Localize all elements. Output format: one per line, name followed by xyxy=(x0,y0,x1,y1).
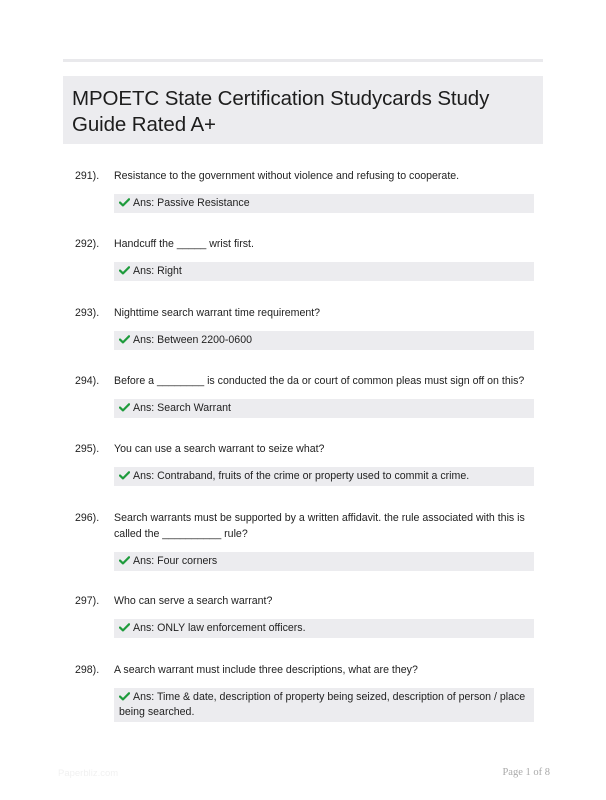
question-number: 296). xyxy=(75,512,100,524)
question-item xyxy=(63,168,543,213)
question-item xyxy=(63,373,543,418)
question-number: 294). xyxy=(75,375,100,387)
question-number: 298). xyxy=(75,664,100,676)
title-banner xyxy=(63,76,543,144)
answer-text: Ans: Passive Resistance xyxy=(133,197,250,209)
answer-text: Ans: Between 2200-0600 xyxy=(133,334,252,346)
watermark: Paperbliz.com xyxy=(58,768,119,779)
question-item xyxy=(63,510,543,571)
question-number: 295). xyxy=(75,443,100,455)
check-icon xyxy=(119,198,130,207)
answer-box xyxy=(114,552,534,571)
answer-box xyxy=(114,262,534,281)
question-text: You can use a search warrant to seize what? xyxy=(114,443,325,455)
question-number: 297). xyxy=(75,595,100,607)
answer-box xyxy=(114,194,534,213)
question-text: Resistance to the government without violence and refusing to cooperate. xyxy=(114,170,460,182)
question-text: Before a ________ is conducted the da or court of common pleas must sign off on this? xyxy=(114,375,525,387)
answer-box xyxy=(114,688,534,722)
document-title: MPOETC State Certification Studycards Study Guide Rated A+ xyxy=(72,87,490,136)
answer-text: Ans: Time & date, description of property being seized, description of person / place being searched. xyxy=(119,691,526,718)
answer-text: Ans: Contraband, fruits of the crime or property used to commit a crime. xyxy=(133,470,470,482)
question-text: Search warrants must be supported by a written affidavit. the rule associated with this is called the __________ rule? xyxy=(114,512,525,540)
question-number: 292). xyxy=(75,238,100,250)
question-text: Who can serve a search warrant? xyxy=(114,595,273,607)
check-icon xyxy=(119,556,130,565)
question-item xyxy=(63,593,543,638)
answer-text: Ans: ONLY law enforcement officers. xyxy=(133,622,306,634)
question-text: Handcuff the _____ wrist first. xyxy=(114,238,254,250)
check-icon xyxy=(119,266,130,275)
question-item xyxy=(63,662,543,722)
question-number: 293). xyxy=(75,307,100,319)
question-item xyxy=(63,236,543,281)
check-icon xyxy=(119,335,130,344)
answer-box xyxy=(114,467,534,486)
top-divider xyxy=(63,59,543,62)
answer-text: Ans: Search Warrant xyxy=(133,402,231,414)
check-icon xyxy=(119,471,130,480)
question-text: A search warrant must include three descriptions, what are they? xyxy=(114,664,418,676)
question-item xyxy=(63,441,543,486)
check-icon xyxy=(119,623,130,632)
question-item xyxy=(63,305,543,350)
answer-box xyxy=(114,399,534,418)
answer-box xyxy=(114,331,534,350)
page-indicator: Page 1 of 8 xyxy=(502,767,550,778)
check-icon xyxy=(119,403,130,412)
question-text: Nighttime search warrant time requirement? xyxy=(114,307,321,319)
answer-box xyxy=(114,619,534,638)
answer-text: Ans: Right xyxy=(133,265,182,277)
answer-text: Ans: Four corners xyxy=(133,555,218,567)
question-number: 291). xyxy=(75,170,100,182)
check-icon xyxy=(119,692,130,701)
